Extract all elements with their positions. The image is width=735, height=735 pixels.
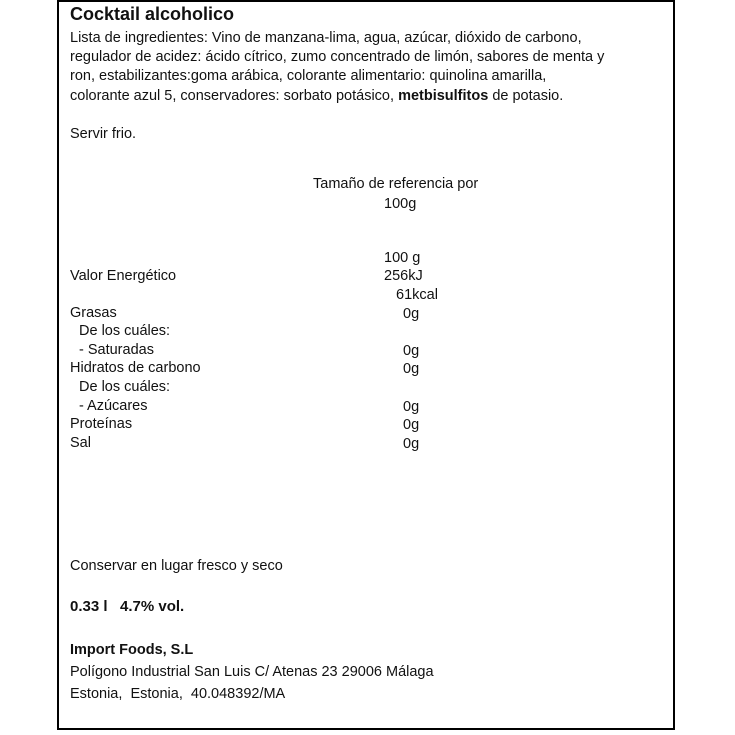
nutrient-label: - Azúcares [79,398,148,414]
storage-instructions: Conservar en lugar fresco y seco [70,558,283,574]
ingredients-text: colorante azul 5, conservadores: sorbato potásico, [70,87,399,104]
nutrient-label: Proteínas [70,416,133,432]
nutrient-value: 0g [403,436,420,452]
nutrient-value: 0g [403,361,420,377]
nutrient-value: 0g [403,399,420,415]
energy-kj-value: 256kJ [384,268,423,284]
energy-kcal-value: 61kcal [396,287,438,303]
ingredients-text: de potasio. [488,87,564,104]
ingredients-list [70,29,670,106]
ingredients-line [70,87,670,106]
product-title: Cocktail alcoholico [70,4,235,24]
nutrient-label: Sal [70,435,91,451]
serving-note: Servir frio. [70,126,137,142]
ingredients-line: Lista de ingredientes: Vino de manzana-lima, agua, azúcar, dióxido de carbono, [70,30,582,46]
nutrient-label: De los cuáles: [79,323,171,339]
ingredients-line: ron, estabilizantes:goma arábica, colorante alimentario: quinolina amarilla, [70,68,547,85]
ingredients-line: regulador de acidez: ácido cítrico, zumo concentrado de limón, sabores de menta y [70,49,605,66]
company-country: Estonia, Estonia, 40.048392/MA [70,686,286,702]
company-name: Import Foods, S.L [70,642,194,658]
nutrient-label: De los cuáles: [79,379,171,395]
volume-alcohol: 0.33 l 4.7% vol. [70,598,185,615]
nutrition-reference-label: Tamaño de referencia por [313,176,479,192]
company-address: Polígono Industrial San Luis C/ Atenas 23 29006 Málaga [70,664,434,680]
nutrient-value: 0g [403,417,420,433]
nutrient-label: Hidratos de carbono [70,360,201,376]
nutrition-column-header: 100 g [384,250,421,266]
energy-label: Valor Energético [70,268,177,284]
nutrient-value: 0g [403,306,420,322]
nutrition-reference-amount: 100g [384,196,417,212]
nutrient-label: Grasas [70,305,117,321]
nutrient-label: - Saturadas [79,342,154,358]
allergen-highlight: metbisulfitos [398,87,489,104]
nutrient-value: 0g [403,343,420,359]
